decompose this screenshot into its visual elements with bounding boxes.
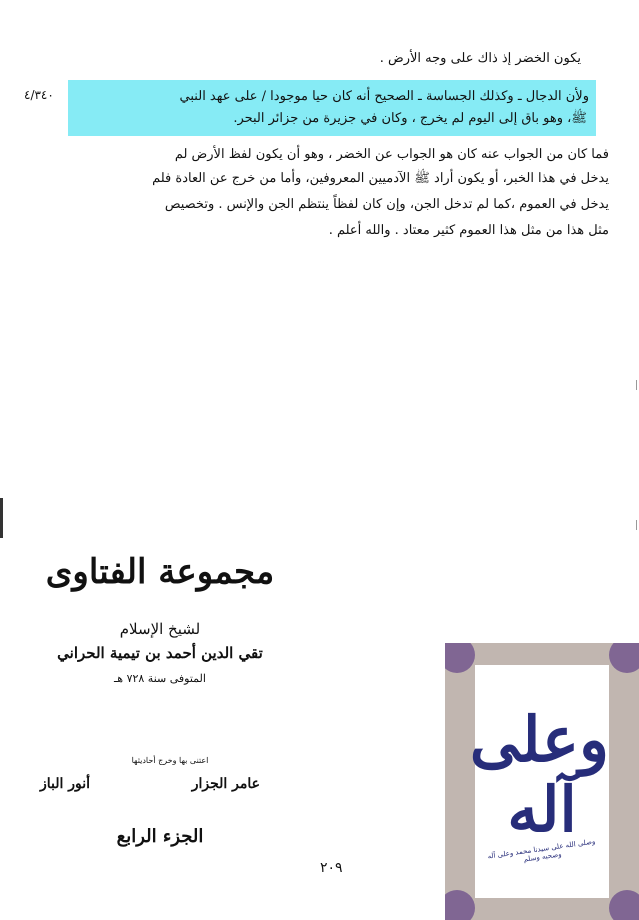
text-line-2: ولأن الدجال ـ وكذلك الجساسة ـ الصحيح أنه كان حيا موجودا / على عهد النبي [179, 89, 589, 104]
ornament-corner [609, 890, 639, 920]
calligraphy-text: وعلى آله [469, 703, 609, 846]
text-line-1: يكون الخضر إذ ذاك على وجه الأرض . [379, 51, 581, 66]
page-edge-mark [0, 498, 3, 538]
ornament-corner [609, 643, 639, 673]
text-line-5: يدخل في هذا الخبر، أو يكون أراد ﷺ الآدميين المعروفين، وأما من خرج عن العادة فلم [152, 171, 609, 186]
margin-tick [636, 380, 637, 390]
cover-author: تقي الدين أحمد بن تيمية الحراني [57, 644, 263, 662]
text-line-6: يدخل في العموم ،كما لم تدخل الجن، وإن كان لفظاً ينتظم الجن والإنس . وتخصيص [164, 197, 609, 212]
text-line-3: ﷺ، وهو باق إلى اليوم لم يخرج ، وكان في جزيرة من جزائر البحر. [233, 111, 587, 126]
cover-editor-1: عامر الجزار [191, 776, 260, 792]
text-line-7: مثل هذا من مثل هذا العموم كثير معتاد . والله أعلم . [328, 223, 609, 238]
cover-volume: الجزء الرابع [116, 826, 204, 847]
text-line-4: فما كان من الجواب عنه كان هو الجواب عن الخضر ، وهو أن يكون لفظ الأرض لم [174, 147, 609, 162]
margin-reference: ٤/٣٤٠ [24, 88, 54, 102]
page-number: ٢٠٩ [320, 860, 343, 876]
margin-tick [636, 520, 637, 530]
artwork-inner-panel [469, 665, 609, 898]
cover-death-date: المتوفى سنة ٧٢٨ هـ [114, 672, 206, 685]
cover-title-block [40, 540, 280, 880]
cover-editors-label: اعتنى بها وخرج أحاديثها [131, 756, 209, 765]
cover-editor-2: أنور الباز [40, 776, 91, 792]
calligraphy-artwork [445, 643, 639, 920]
cover-title: مجموعة الفتاوى [45, 552, 275, 592]
ornament-corner [445, 890, 475, 920]
cover-author-label: لشيخ الإسلام [119, 620, 201, 638]
ornament-corner [445, 643, 475, 673]
calligraphy-ribbon: وصلى الله على سيدنا محمد وعلى آله وصحبه وسلم [487, 837, 596, 864]
